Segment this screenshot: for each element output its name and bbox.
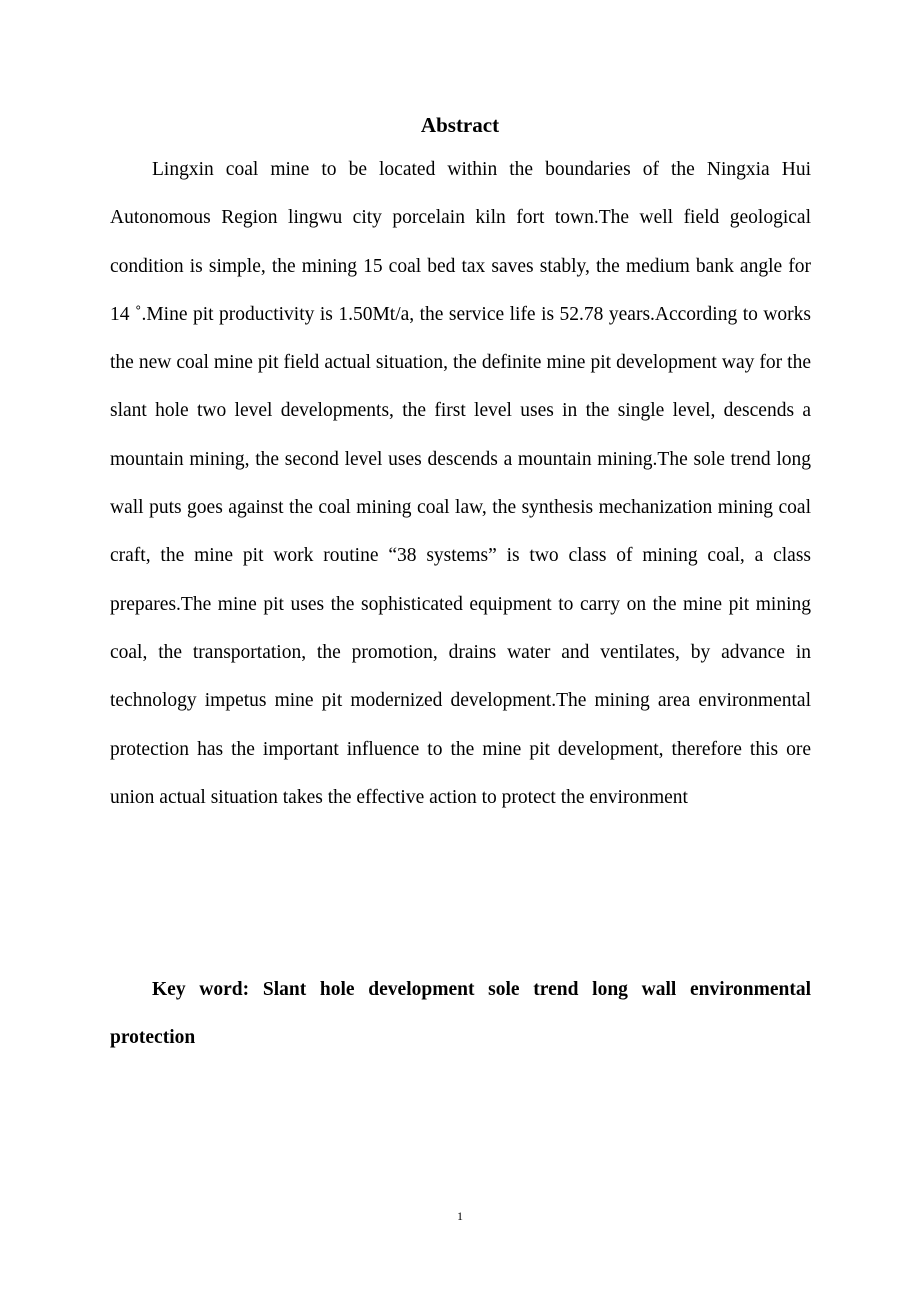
abstract-title: Abstract (420, 113, 500, 137)
keywords-label: Key word: (152, 979, 250, 1000)
keywords-paragraph (110, 966, 811, 1063)
abstract-paragraph: Lingxin coal mine to be located within the boundaries of the Ningxia Hui Autonomous Region lingwu city porcelain kiln fort town.The well field geological condition is simple, the mining 15 coal bed tax saves stably, the medium bank angle for 14 ˚.Mine pit productivity is 1.50Mt/a, the service life is 52.78 years.According to works the new coal mine pit field actual situation, the definite mine pit development way for the slant hole two level developments, the first level uses in the single level, descends a mountain mining, the second level uses descends a mountain mining.The sole trend long wall puts goes against the coal mining coal law, the synthesis mechanization mining coal craft, the mine pit work routine “38 systems” is two class of mining coal, a class prepares.The mine pit uses the sophisticated equipment to carry on the mine pit mining coal, the transportation, the promotion, drains water and ventilates, by advance in technology impetus mine pit modernized development.The mining area environmental protection has the important influence to the mine pit development, therefore this ore union actual situation takes the effective action to protect the environment (110, 159, 811, 808)
keywords-list: Slant hole development sole trend long wall environmental protection (110, 979, 811, 1049)
page-number: 1 (457, 1209, 463, 1223)
